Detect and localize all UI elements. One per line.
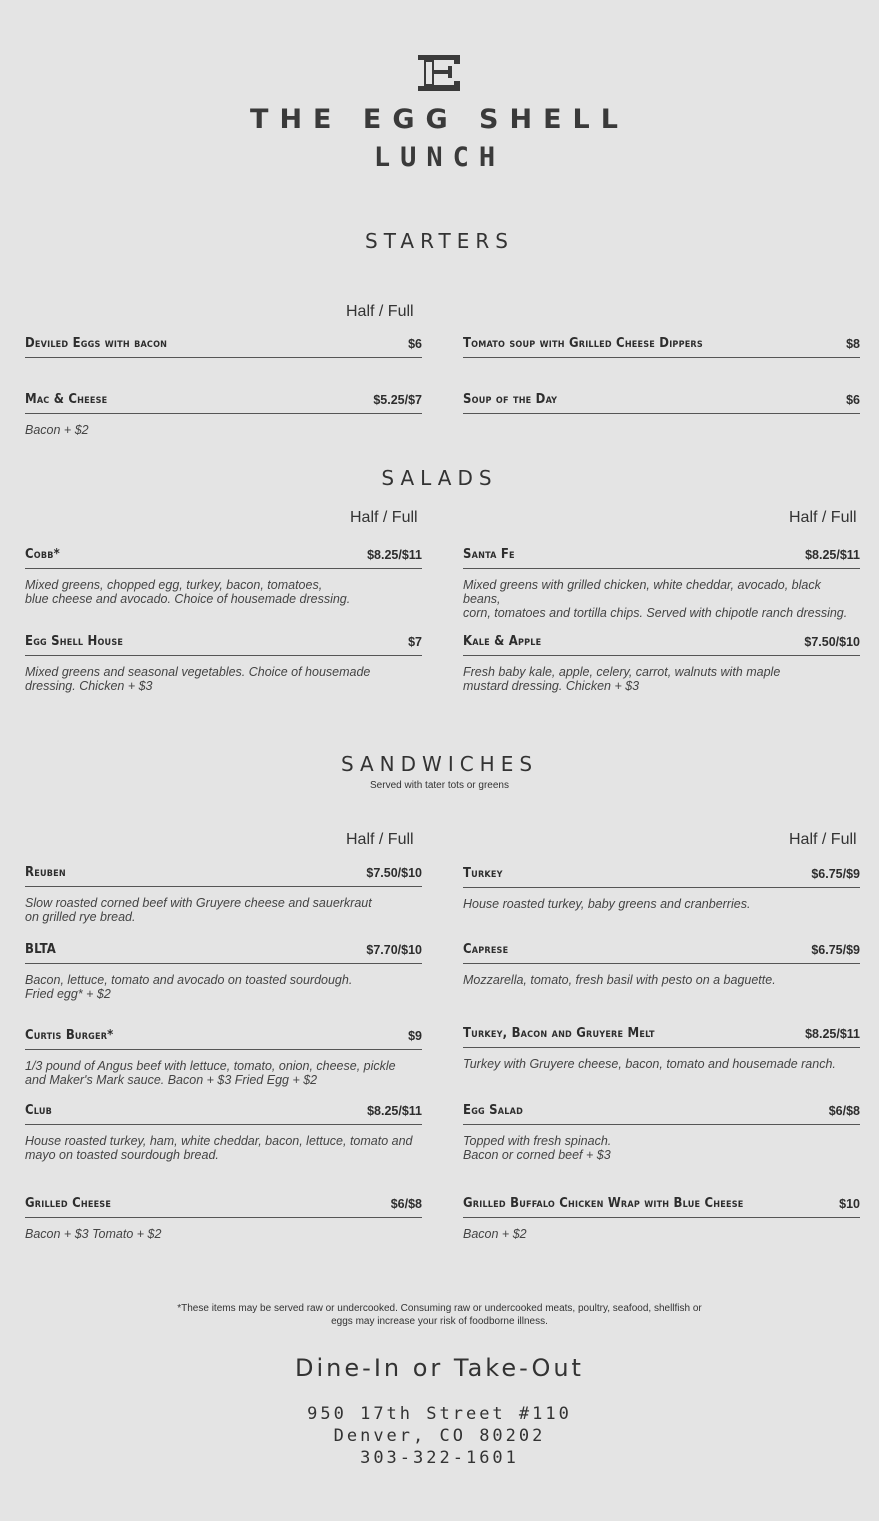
menu-title: LUNCH [373, 142, 506, 173]
item-name: Curtis Burger* [25, 1028, 114, 1043]
item-description: Mozzarella, tomato, fresh basil with pesto on a baguette. [463, 973, 776, 987]
item-name: Grilled Buffalo Chicken Wrap with Blue Cheese [463, 1196, 744, 1211]
item-name: Deviled Eggs with bacon [25, 336, 168, 351]
item-name: Egg Salad [463, 1103, 523, 1118]
item-price: $7 [408, 635, 422, 649]
menu-item [463, 634, 860, 693]
item-price: $8.25/$11 [805, 548, 860, 562]
item-description: Bacon, lettuce, tomato and avocado on toasted sourdough. Fried egg* + $2 [25, 973, 353, 1001]
menu-item [25, 336, 422, 358]
menu-item [463, 1026, 860, 1071]
item-price: $8.25/$11 [367, 1104, 422, 1118]
item-price: $9 [408, 1029, 422, 1043]
item-price: $6/$8 [828, 1104, 860, 1118]
address-city: Denver, CO 80202 [333, 1426, 546, 1446]
menu-item [463, 866, 860, 911]
menu-item [25, 1028, 422, 1087]
item-name: Kale & Apple [463, 634, 542, 649]
logo [0, 52, 879, 99]
item-description: Bacon + $2 [463, 1227, 527, 1241]
item-price: $10 [839, 1197, 860, 1211]
salads-heading: SALADS [381, 466, 498, 490]
sandwiches-heading: SANDWICHES [340, 752, 539, 776]
item-description: Mixed greens and seasonal vegetables. Choice of housemade dressing. Chicken + $3 [25, 665, 371, 693]
menu-item [25, 392, 422, 437]
menu-item [463, 1196, 860, 1241]
menu-item [25, 865, 422, 924]
menu-item [25, 1196, 422, 1241]
item-name: Tomato soup with Grilled Cheese Dippers [463, 336, 703, 351]
restaurant-name: THE EGG SHELL [250, 104, 629, 135]
item-price: $6.75/$9 [811, 943, 860, 957]
address-street: 950 17th Street #110 [307, 1404, 572, 1424]
phone-number[interactable]: 303-322-1601 [360, 1448, 519, 1468]
menu-item [25, 634, 422, 693]
item-price: $8.25/$11 [805, 1027, 860, 1041]
egg-shell-logo-icon [414, 52, 466, 94]
service-type: Dine-In or Take-Out [295, 1354, 584, 1382]
salads-half-full-right: Half / Full [789, 509, 857, 526]
item-name: Soup of the Day [463, 392, 558, 407]
item-description: House roasted turkey, baby greens and cranberries. [463, 897, 751, 911]
disclaimer-line: *These items may be served raw or undercooked. Consuming raw or undercooked meats, poultry, seafood, shellfish or [177, 1303, 702, 1314]
menu-item [463, 1103, 860, 1162]
item-price: $8 [846, 337, 860, 351]
item-description: Turkey with Gruyere cheese, bacon, tomato and housemade ranch. [463, 1057, 836, 1071]
starters-heading: STARTERS [365, 229, 514, 253]
item-name: Turkey, Bacon and Gruyere Melt [463, 1026, 655, 1041]
sandwiches-half-full-right: Half / Full [789, 831, 857, 848]
item-price: $6/$8 [390, 1197, 422, 1211]
disclaimer-line: eggs may increase your risk of foodborne illness. [331, 1316, 548, 1327]
item-name: Turkey [463, 866, 503, 881]
item-name: Santa Fe [463, 547, 515, 562]
item-description: Slow roasted corned beef with Gruyere cheese and sauerkraut on grilled rye bread. [25, 896, 372, 924]
salads-half-full-left: Half / Full [350, 509, 418, 526]
item-price: $8.25/$11 [367, 548, 422, 562]
sandwiches-half-full-left: Half / Full [346, 831, 414, 848]
item-description: Mixed greens with grilled chicken, white cheddar, avocado, black beans, corn, tomatoes and tortilla chips. Served with chipotle ranch dressing. [463, 578, 848, 620]
item-price: $6 [846, 393, 860, 407]
item-price: $7.50/$10 [366, 866, 422, 880]
menu-item [463, 942, 860, 987]
menu-item [25, 1103, 422, 1162]
item-name: Club [25, 1103, 52, 1118]
item-name: Egg Shell House [25, 634, 124, 649]
menu-item [25, 942, 422, 1001]
item-description: Bacon + $2 [25, 423, 89, 437]
item-name: BLTA [25, 942, 57, 957]
item-name: Cobb* [25, 547, 60, 562]
sandwiches-subheading: Served with tater tots or greens [370, 780, 509, 791]
item-price: $7.70/$10 [366, 943, 422, 957]
menu-item [463, 336, 860, 358]
disclaimer [0, 1302, 879, 1328]
item-description: House roasted turkey, ham, white cheddar, bacon, lettuce, tomato and mayo on toasted sourdough bread. [25, 1134, 413, 1162]
item-price: $6 [408, 337, 422, 351]
address [0, 1403, 879, 1469]
item-name: Caprese [463, 942, 509, 957]
menu-item [463, 547, 860, 620]
item-price: $5.25/$7 [373, 393, 422, 407]
menu-item [463, 392, 860, 414]
item-description: Bacon + $3 Tomato + $2 [25, 1227, 162, 1241]
menu-item [25, 547, 422, 606]
item-description: 1/3 pound of Angus beef with lettuce, tomato, onion, cheese, pickle and Maker's Mark sauce. Bacon + $3 Fried Egg + $2 [25, 1059, 396, 1087]
item-description: Topped with fresh spinach. Bacon or corned beef + $3 [463, 1134, 612, 1162]
item-name: Reuben [25, 865, 66, 880]
item-price: $6.75/$9 [811, 867, 860, 881]
item-price: $7.50/$10 [804, 635, 860, 649]
item-description: Fresh baby kale, apple, celery, carrot, walnuts with maple mustard dressing. Chicken + $3 [463, 665, 781, 693]
starters-half-full-label: Half / Full [346, 303, 414, 320]
item-name: Mac & Cheese [25, 392, 108, 407]
item-name: Grilled Cheese [25, 1196, 112, 1211]
item-description: Mixed greens, chopped egg, turkey, bacon, tomatoes, blue cheese and avocado. Choice of housemade dressing. [25, 578, 351, 606]
